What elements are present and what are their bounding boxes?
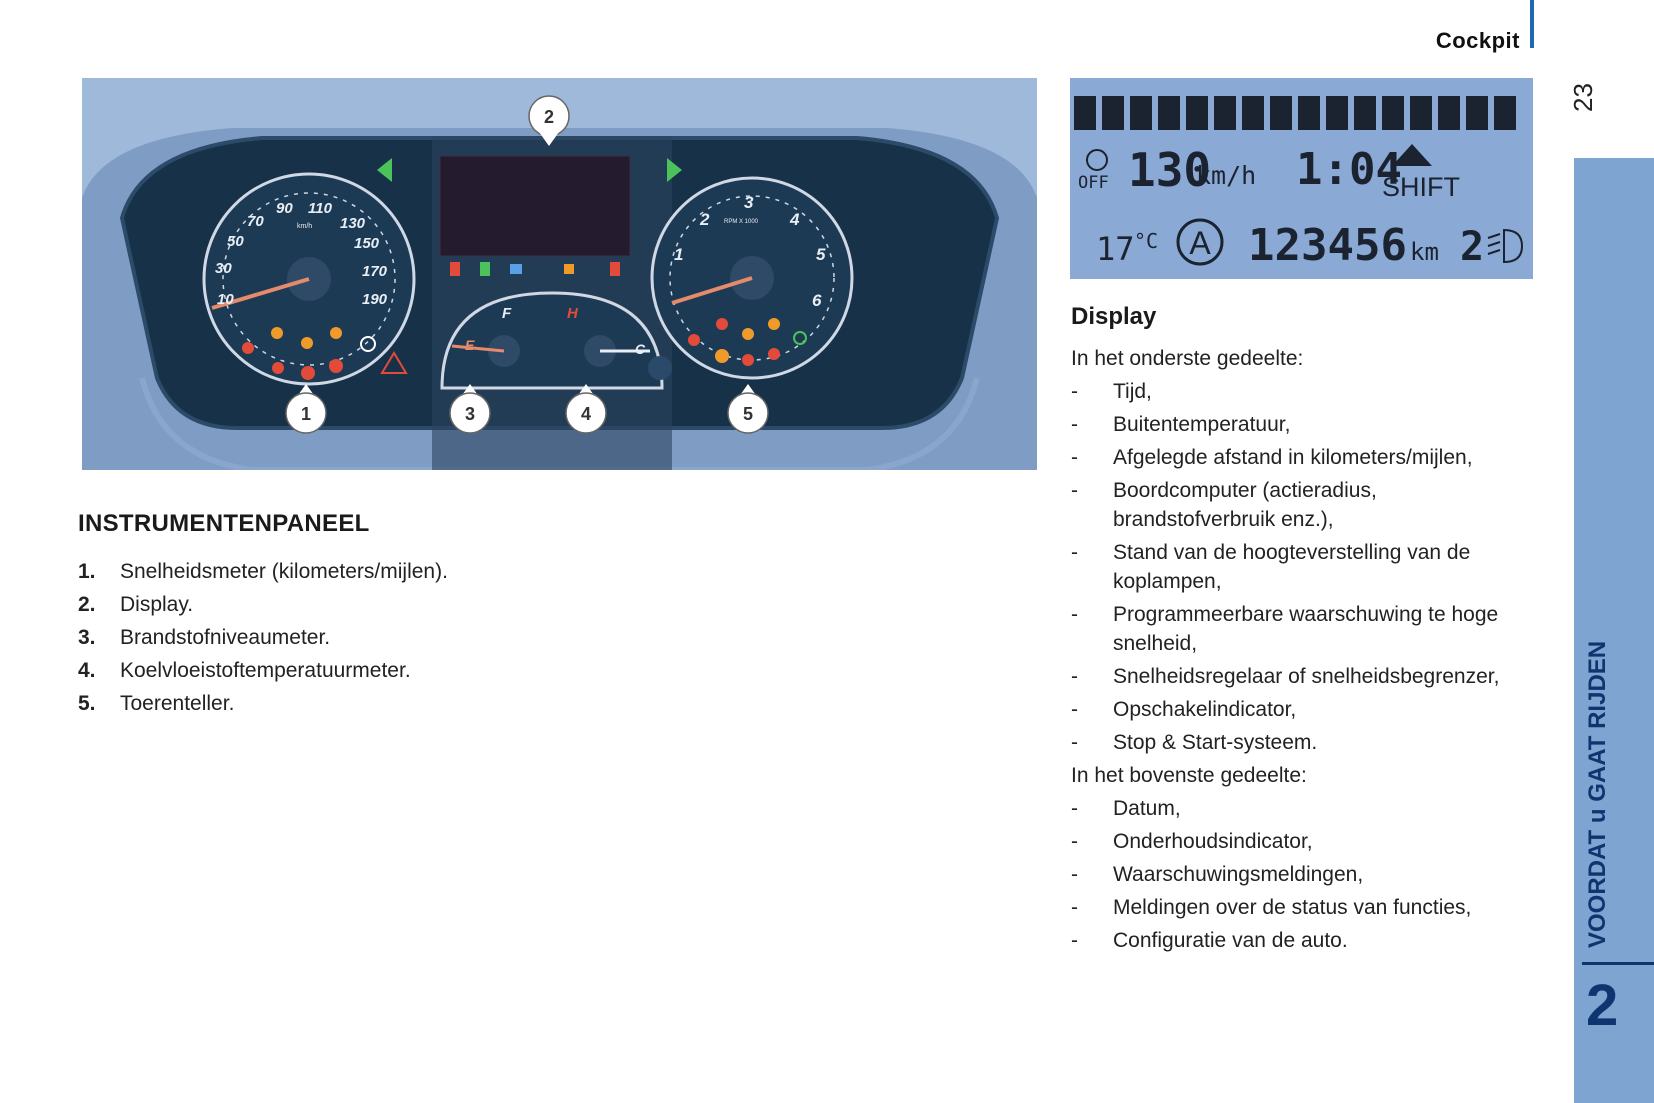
tacho-tick: 2: [700, 210, 710, 229]
instrument-panel-illustration: [82, 78, 1037, 470]
tacho-tick: 5: [816, 245, 826, 264]
display-heading: Display: [1071, 303, 1157, 330]
list-item: - Buitentemperatuur,: [1071, 413, 1291, 436]
list-item: - Boordcomputer (actieradius, brandstofverbruik enz.),: [1071, 479, 1377, 531]
list-item: - Configuratie van de auto.: [1071, 929, 1348, 952]
lcd-shift-label: SHIFT: [1382, 172, 1460, 202]
display-description: [1071, 344, 1541, 959]
svg-text:4: 4: [580, 404, 592, 424]
lcd-odometer-value: 123456: [1248, 220, 1407, 271]
header-rule: [1530, 0, 1534, 48]
chapter-title: VOORDAT u GAAT RIJDEN: [1584, 640, 1611, 948]
speedo-tick: 50: [227, 233, 244, 250]
upper-section-list: [1071, 794, 1541, 955]
instrument-panel-heading: INSTRUMENTENPANEEL: [78, 510, 370, 537]
svg-text:3: 3: [464, 404, 476, 424]
tachometer: [652, 178, 852, 378]
speedo-tick: 130: [340, 215, 366, 232]
lcd-off-label: OFF: [1078, 173, 1109, 193]
lcd-temp-value: 17: [1096, 230, 1135, 268]
speedo-tick: 150: [354, 235, 380, 252]
page-number: 23: [1568, 83, 1598, 112]
temp-hot-label: H: [567, 305, 578, 322]
chapter-number: 2: [1586, 973, 1619, 1038]
speedometer: [204, 174, 414, 384]
list-item: - Stop & Start-systeem.: [1071, 731, 1318, 754]
speedo-tick: 110: [308, 200, 332, 217]
list-item: - Meldingen over de status van functies,: [1071, 896, 1472, 919]
lcd-time: 1:04: [1296, 144, 1402, 195]
lcd-speed-unit: km/h: [1196, 161, 1257, 190]
lcd-temp-unit: °C: [1134, 229, 1159, 253]
lcd-odometer-unit: km: [1410, 238, 1439, 266]
lcd-speed-value: 130: [1128, 143, 1212, 197]
page-header-title: Cockpit: [1435, 28, 1520, 53]
fuel-full-label: F: [502, 305, 512, 322]
list-item: 3. Brandstofniveaumeter.: [78, 626, 331, 649]
speedo-tick: 70: [247, 213, 264, 230]
speedo-tick: 10: [217, 291, 234, 308]
tacho-tick: 3: [744, 193, 754, 212]
list-item: 2. Display.: [78, 593, 194, 616]
list-item: - Datum,: [1071, 797, 1181, 820]
list-item: - Snelheidsregelaar of snelheidsbegrenzer,: [1071, 665, 1500, 688]
lcd-auto-symbol: A: [1189, 225, 1211, 261]
tacho-tick: 1: [674, 245, 684, 264]
list-item: - Tijd,: [1071, 380, 1152, 403]
speedo-tick: 30: [215, 260, 232, 277]
instrument-panel-list: [78, 560, 448, 725]
tacho-tick: 4: [790, 210, 800, 229]
list-item: - Waarschuwingsmeldingen,: [1071, 863, 1364, 886]
list-item: 4. Koelvloeistoftemperatuurmeter.: [78, 659, 411, 682]
svg-text:5: 5: [742, 404, 754, 424]
tacho-unit: RPM X 1000: [724, 219, 759, 225]
speedo-tick: 90: [276, 200, 293, 217]
list-item: - Opschakelindicator,: [1071, 698, 1297, 721]
fuel-empty-label: E: [465, 337, 475, 353]
upper-section-intro: In het bovenste gedeelte:: [1071, 764, 1307, 787]
speedo-tick: 190: [362, 291, 388, 308]
temp-cold-label: C: [635, 341, 646, 357]
lower-section-list: [1071, 377, 1541, 757]
list-item: 5. Toerenteller.: [78, 692, 235, 715]
list-item: - Stand van de hoogteverstelling van de koplampen,: [1071, 541, 1471, 593]
lower-section-intro: In het onderste gedeelte:: [1071, 347, 1304, 370]
list-item: - Afgelegde afstand in kilometers/mijlen,: [1071, 446, 1473, 469]
lcd-headlamp-level: 2: [1460, 224, 1485, 270]
svg-text:1: 1: [300, 404, 312, 424]
tacho-tick: 6: [812, 291, 822, 310]
lcd-display-illustration: [1070, 78, 1533, 279]
list-item: - Programmeerbare waarschuwing te hoge snelheid,: [1071, 603, 1499, 655]
list-item: 1. Snelheidsmeter (kilometers/mijlen).: [78, 560, 448, 583]
speedo-unit: km/h: [297, 223, 313, 230]
chapter-rule: [1582, 962, 1654, 965]
list-item: - Onderhoudsindicator,: [1071, 830, 1313, 853]
svg-text:2: 2: [543, 107, 555, 127]
speedo-tick: 170: [362, 263, 388, 280]
